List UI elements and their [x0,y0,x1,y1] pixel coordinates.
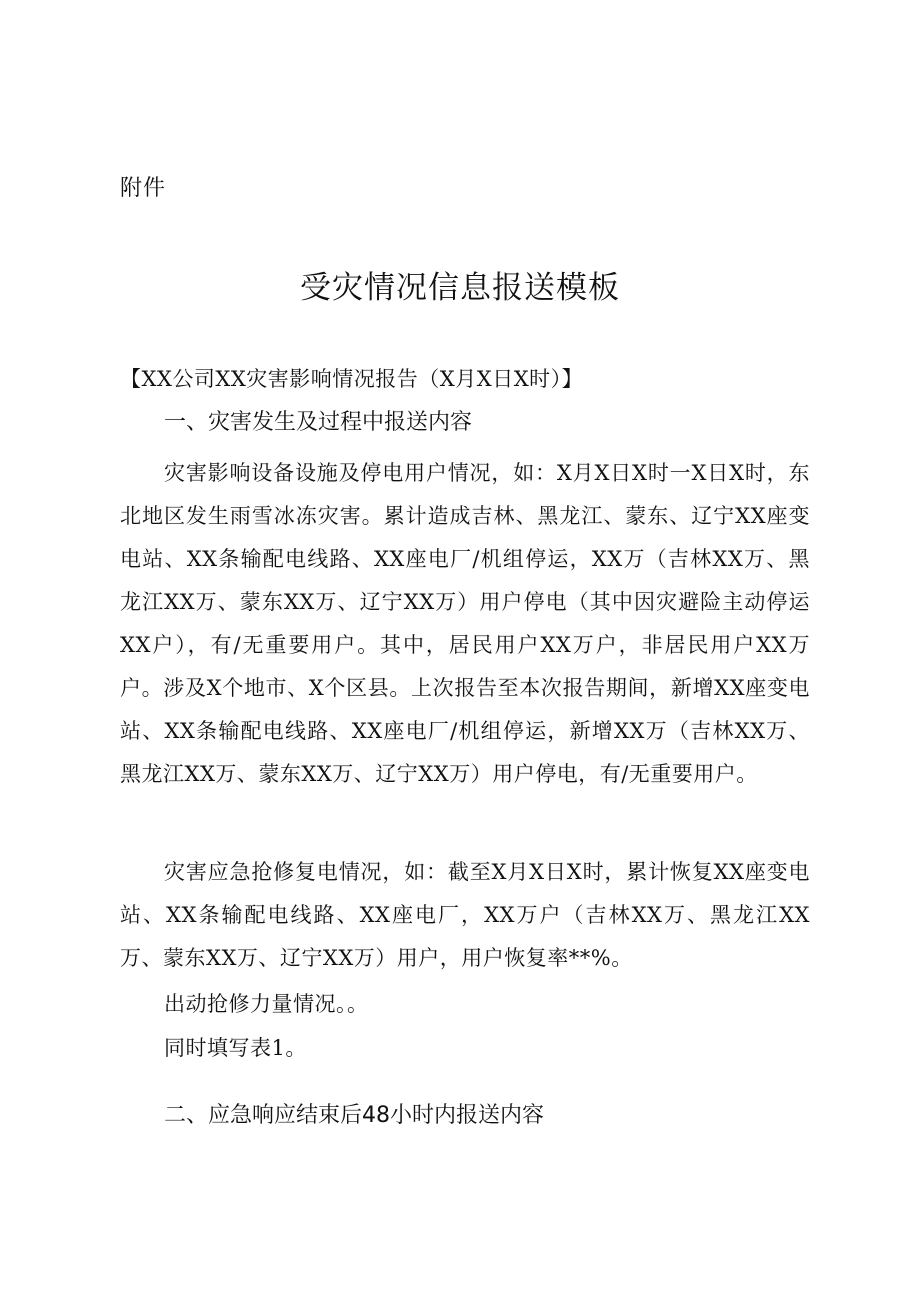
section-1-paragraph-1: 灾害影响设备设施及停电用户情况，如：X月X日X时一X日X时，东北地区发生雨雪冰冻灾害。累计造成吉林、黑龙江、蒙东、辽宁XX座变电站、XX条输配电线路、XX座电厂/机组停运，XX万（吉林XX万、黑龙江XX万、蒙东XX万、辽宁XX万）用户停电（其中因灾避险主动停运XX户），有/无重要用户。其中，居民用户XX万户，非居民用户XX万户。涉及X个地市、X个区县。上次报告至本次报告期间，新增XX座变电站、XX条输配电线路、XX座电厂/机组停运，新增XX万（吉林XX万、黑龙江XX万、蒙东XX万、辽宁XX万）用户停电，有/无重要用户。 [120,461,810,786]
report-header: 【XX公司XX灾害影响情况报告（X月X日X时）】 [120,367,584,391]
section-1-paragraph-2: 灾害应急抢修复电情况，如：截至X月X日X时，累计恢复XX座变电站、XX条输配电线路、XX座电厂，XX万户（吉林XX万、黑龙江XX万、蒙东XX万、辽宁XX万）用户，用户恢复率**%。 [120,860,810,970]
section-1-paragraph-4: 同时填写表1。 [164,1036,307,1060]
section-1-heading: 一、灾害发生及过程中报送内容 [164,410,473,435]
document-title: 受灾情况信息报送模板 [300,270,620,306]
section-2-heading: 二、应急响应结束后48小时内报送内容 [164,1103,544,1128]
attachment-label: 附件 [120,176,167,201]
section-1-paragraph-3: 出动抢修力量情况。。 [164,992,369,1016]
